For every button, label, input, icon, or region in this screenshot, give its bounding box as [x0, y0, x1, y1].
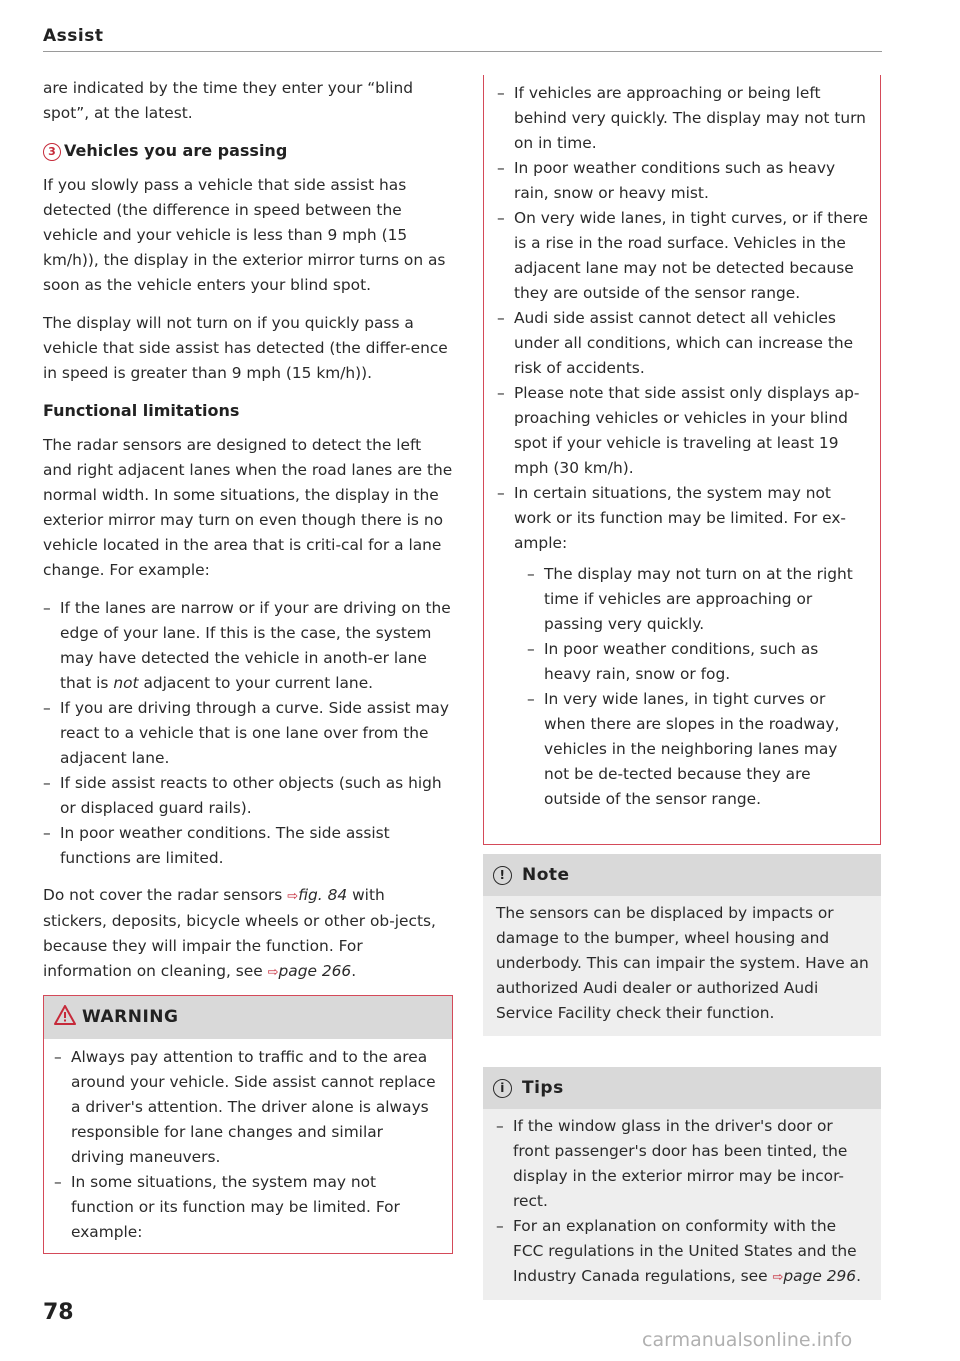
list-item: – In very wide lanes, in tight curves or when there are slopes in the roadway, vehicles in the neighboring lanes may not be de-tected because they are outside of the sensor range.: [527, 687, 860, 812]
watermark: carmanualsonline.info: [642, 1329, 853, 1351]
list-item: – If vehicles are approaching or being left behind very quickly. The display may not turn on in time.: [497, 81, 870, 156]
note-title: Note: [522, 865, 570, 885]
paragraph-text: with stickers, deposits, bicycle wheels or other ob-jects, because they will impair the function. For information on cleaning, see: [43, 886, 436, 980]
header-rule: [43, 51, 882, 52]
warning-box: [43, 995, 453, 1254]
page-reference-text: page 296: [783, 1267, 857, 1285]
note-header: [483, 854, 881, 896]
passing-paragraph-1: If you slowly pass a vehicle that side assist has detected (the difference in speed between the vehicle and your vehicle is less than 9 mph (15 km/h)), the display in the exterior mirror turns on as soon as the vehicle enters your blind spot.: [43, 176, 446, 294]
page-reference-text: page 266: [278, 962, 352, 980]
warning-list: [54, 1045, 440, 1245]
passing-heading: [43, 139, 453, 163]
list-item: [497, 481, 870, 812]
list-item: – If side assist reacts to other objects (such as high or displaced guard rails).: [43, 771, 453, 821]
tips-header: [483, 1067, 881, 1109]
list-item-text: In certain situations, the system may not work or its function may be limited. For ex-ample:: [514, 484, 846, 552]
figure-reference-text: fig. 84: [298, 886, 348, 904]
list-item-text: If the lanes are narrow or if your are driving on the edge of your lane. If this is the case, the system may have detected the vehicle in anoth-er lane that is: [60, 599, 451, 692]
section-header: Assist: [43, 26, 104, 46]
circled-number-3: 3: [43, 143, 61, 161]
list-item: – The display may not turn on at the right time if vehicles are approaching or passing very quickly.: [527, 562, 860, 637]
list-item: – In poor weather conditions. The side assist functions are limited.: [43, 821, 453, 871]
nested-list: [514, 556, 870, 812]
page-number: 78: [43, 1300, 74, 1325]
warning-title: WARNING: [82, 1007, 179, 1027]
limitations-heading: Functional limitations: [43, 401, 240, 420]
list-item-emphasis: not: [113, 674, 139, 692]
tips-body: [483, 1109, 881, 1300]
tips-box: [483, 1067, 881, 1300]
list-item: – In poor weather conditions, such as heavy rain, snow or fog.: [527, 637, 860, 687]
list-item: – If you are driving through a curve. Side assist may react to a vehicle that is one lane over from the adjacent lane.: [43, 696, 453, 771]
list-item: – Always pay attention to traffic and to the area around your vehicle. Side assist cannot replace a driver's attention. The driver alone is always responsible for lane changes and similar driving maneuvers.: [54, 1045, 440, 1170]
limitations-paragraph-2: [43, 883, 453, 985]
paragraph-text: Do not cover the radar sensors: [43, 886, 288, 904]
paragraph-text: .: [351, 962, 357, 980]
limitations-paragraph-1: The radar sensors are designed to detect the left and right adjacent lanes when the road lanes are the normal width. In some situations, the display in the exterior mirror may turn on even though there is no vehicle located in the area that is criti-cal for a lane change. For example:: [43, 436, 453, 579]
page-reference-link[interactable]: [268, 962, 352, 980]
limitations-list: [43, 596, 453, 871]
info-circle-icon: i: [493, 1079, 512, 1098]
list-item: – In poor weather conditions such as heavy rain, snow or heavy mist.: [497, 156, 870, 206]
list-item: [496, 1214, 869, 1290]
list-item: [43, 596, 453, 696]
arrow-right-icon: ⇨: [287, 889, 299, 904]
list-item-text: For an explanation on conformity with the FCC regulations in the United States and the Industry Canada regulations, see: [513, 1217, 857, 1285]
warning-header: [44, 996, 452, 1039]
list-item: – In some situations, the system may not function or its function may be limited. For example:: [54, 1170, 440, 1245]
warning-continuation-list: [484, 75, 880, 812]
list-item: – If the window glass in the driver's door or front passenger's door has been tinted, the display in the exterior mirror may be incor-rect.: [496, 1114, 869, 1214]
list-item: – On very wide lanes, in tight curves, or if there is a rise in the road surface. Vehicles in the adjacent lane may not be detected because they are outside of the sensor range.: [497, 206, 870, 306]
list-item: – Audi side assist cannot detect all vehicles under all conditions, which can increase the risk of accidents.: [497, 306, 870, 381]
arrow-right-icon: ⇨: [267, 965, 279, 980]
figure-reference-link[interactable]: [287, 886, 347, 904]
passing-paragraph-2: The display will not turn on if you quickly pass a vehicle that side assist has detected (the differ-ence in speed is greater than 9 mph (15 km/h)).: [43, 314, 448, 382]
warning-continuation-box: [483, 75, 881, 845]
warning-triangle-icon: [54, 999, 76, 1042]
intro-paragraph: are indicated by the time they enter your “blind spot”, at the latest.: [43, 79, 414, 122]
passing-heading-text: Vehicles you are passing: [64, 141, 288, 160]
exclamation-circle-icon: !: [493, 866, 512, 885]
left-column: [43, 76, 453, 998]
tips-list: [496, 1114, 869, 1290]
page-reference-link[interactable]: [772, 1267, 856, 1285]
note-body: The sensors can be displaced by impacts or damage to the bumper, wheel housing and underbody. This can impair the system. Have an authorized Audi dealer or authorized Audi Service Facility check their function.: [496, 904, 869, 1022]
list-item-text: .: [856, 1267, 862, 1285]
warning-body: [44, 1039, 452, 1253]
tips-title: Tips: [522, 1078, 564, 1098]
list-item-text: adjacent to your current lane.: [138, 674, 374, 692]
note-box: [483, 854, 881, 1036]
arrow-right-icon: ⇨: [772, 1270, 784, 1285]
list-item: – Please note that side assist only displays ap-proaching vehicles or vehicles in your blind spot if your vehicle is traveling at least 19 mph (30 km/h).: [497, 381, 870, 481]
